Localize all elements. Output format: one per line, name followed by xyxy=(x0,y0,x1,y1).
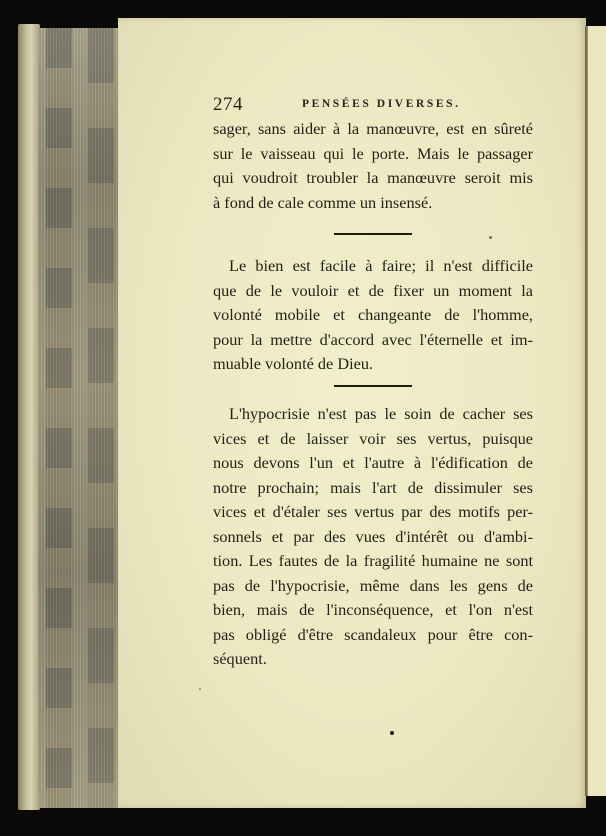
text-line: Le bien est facile à faire; il n'est difficile xyxy=(229,256,533,275)
text-line: pour la mettre d'accord avec l'éternelle et im- xyxy=(213,329,533,349)
text-line: vices et de laisser voir ses vertus, puisque xyxy=(213,428,533,448)
book-cover-edge xyxy=(18,24,40,810)
paper-speck xyxy=(199,688,201,690)
section-divider xyxy=(334,385,412,387)
page-stack-edge xyxy=(38,28,120,808)
text-line: sager, sans aider à la manœuvre, est en sûreté xyxy=(213,119,533,138)
paragraph-1 xyxy=(213,117,533,215)
paragraph-2 xyxy=(213,254,533,377)
section-divider xyxy=(334,233,412,235)
paper-speck xyxy=(390,731,394,735)
page-number: 274 xyxy=(213,94,243,115)
paper-speck xyxy=(489,236,492,239)
facing-page-edge xyxy=(588,26,606,796)
text-line: pas de l'hypocrisie, même dans les gens de xyxy=(213,575,533,595)
running-head: PENSÉES DIVERSES. xyxy=(302,98,461,110)
text-line: séquent. xyxy=(213,649,267,668)
text-line: bien, mais de l'inconséquence, et l'on n'est xyxy=(213,600,533,619)
text-line: vices et d'étaler ses vertus par des motifs per- xyxy=(213,502,533,521)
paragraph-3 xyxy=(213,402,533,672)
text-line: sonnels et par des vues d'intérêt ou d'ambi- xyxy=(213,526,533,546)
page-header xyxy=(213,94,533,116)
text-line: muable volonté de Dieu. xyxy=(213,354,374,373)
text-line: sur le vaisseau qui le porte. Mais le passager xyxy=(213,143,533,163)
text-line: à fond de cale comme un insensé. xyxy=(213,192,433,212)
text-line: tion. Les fautes de la fragilité humaine ne sont xyxy=(213,551,533,570)
text-line: notre prochain; mais l'art de dissimuler ses xyxy=(213,477,533,497)
text-line: que de le vouloir et de fixer un moment la xyxy=(213,280,533,300)
text-line: L'hypocrisie n'est pas le soin de cacher ses xyxy=(229,404,533,423)
text-line: qui voudroit troubler la manœuvre seroit mis xyxy=(213,168,533,187)
text-line: nous devons l'un et l'autre à l'édification de xyxy=(213,453,533,472)
text-line: volonté mobile et changeante de l'homme, xyxy=(213,305,533,324)
text-line: pas obligé d'être scandaleux pour être con- xyxy=(213,624,533,644)
